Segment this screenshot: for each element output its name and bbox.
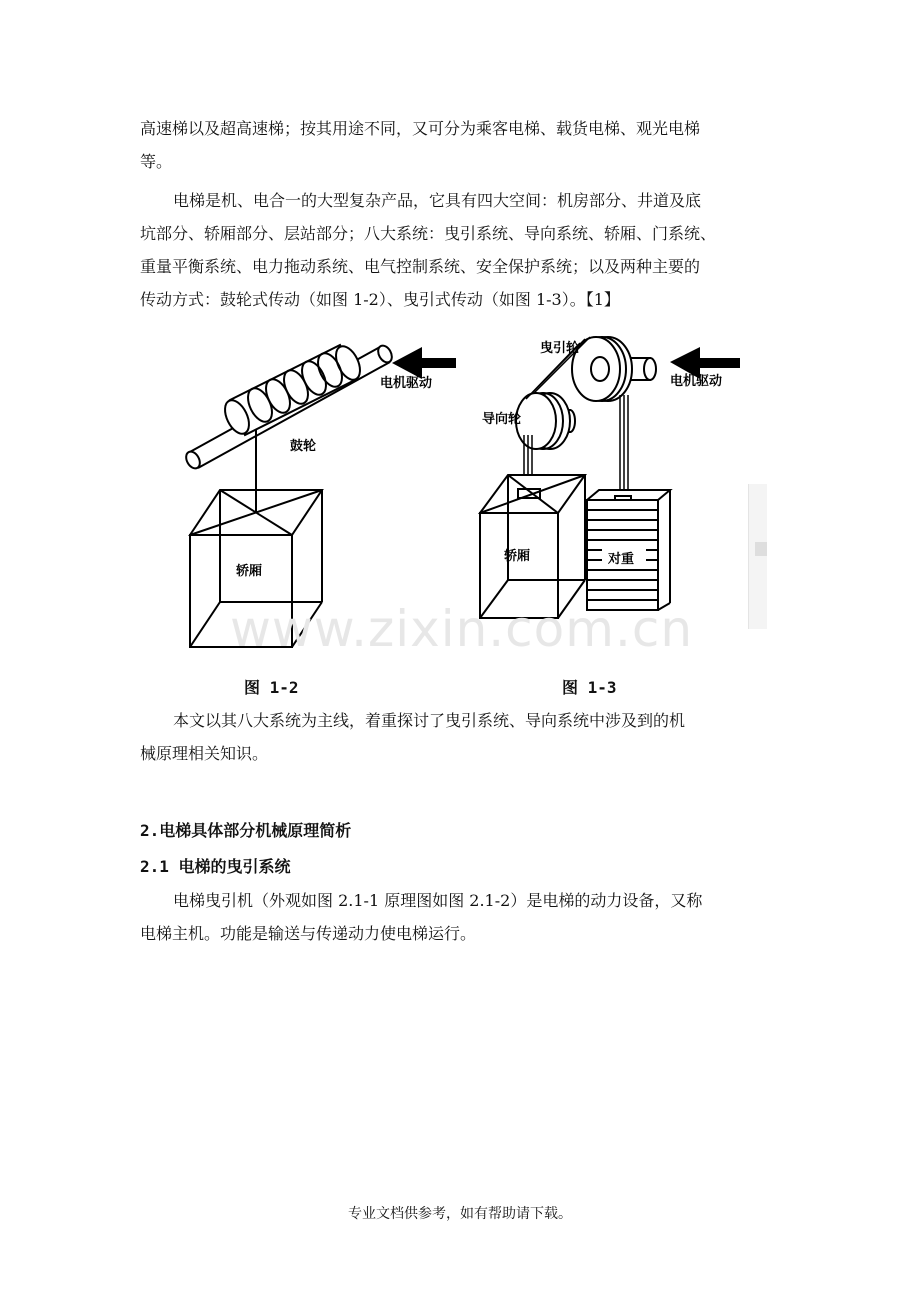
subsection-heading: 2.1 电梯的曳引系统 [140, 857, 291, 876]
label-guide-sheave: 导向轮 [482, 412, 522, 427]
label-motor-drive: 电机驱动 [670, 374, 723, 389]
text-line: 械原理相关知识。 [140, 744, 269, 763]
text-line: 传动方式：鼓轮式传动（如图 1-2）、曳引式传动（如图 1-3）。【1】 [140, 290, 620, 309]
paragraph-elevator-types [140, 112, 782, 178]
label-car: 轿厢 [236, 564, 263, 579]
label-motor-drive: 电机驱动 [380, 376, 433, 391]
text-line: 等。 [140, 152, 173, 171]
text-line: 高速梯以及超高速梯；按其用途不同，又可分为乘客电梯、载货电梯、观光电梯 [140, 119, 701, 138]
text-line: 本文以其八大系统为主线，着重探讨了曳引系统、导向系统中涉及到的机 [173, 711, 686, 730]
section-heading: 2.电梯具体部分机械原理简析 [140, 821, 352, 840]
side-scroll-widget[interactable] [748, 484, 767, 629]
text-line: 电梯曳引机（外观如图 2.1-1 原理图如图 2.1-2）是电梯的动力设备，又称 [173, 891, 703, 910]
figure-traction-drive [470, 335, 748, 620]
scroll-handle[interactable] [755, 542, 767, 556]
label-car: 轿厢 [504, 549, 531, 564]
text-line: 电梯是机、电合一的大型复杂产品，它具有四大空间：机房部分、井道及底 [173, 191, 702, 210]
label-counterweight: 对重 [608, 552, 635, 567]
text-line: 重量平衡系统、电力拖动系统、电气控制系统、安全保护系统；以及两种主要的 [140, 257, 701, 276]
page-footer: 专业文档供参考，如有帮助请下载。 [348, 1206, 572, 1222]
text-line: 电梯主机。功能是输送与传递动力使电梯运行。 [140, 924, 477, 943]
paragraph-elevator-systems [140, 184, 782, 316]
watermark: www.zixin.com.cn [230, 600, 694, 658]
figure-caption-1-3: 图 1-3 [562, 678, 617, 697]
paragraph-traction-machine [140, 884, 782, 950]
label-drum: 鼓轮 [290, 439, 317, 454]
text-line: 坑部分、轿厢部分、层站部分；八大系统：曳引系统、导向系统、轿厢、门系统、 [140, 224, 717, 243]
figure-caption-1-2: 图 1-2 [244, 678, 299, 697]
paragraph-paper-scope [140, 704, 782, 770]
label-traction-sheave: 曳引轮 [540, 341, 580, 356]
